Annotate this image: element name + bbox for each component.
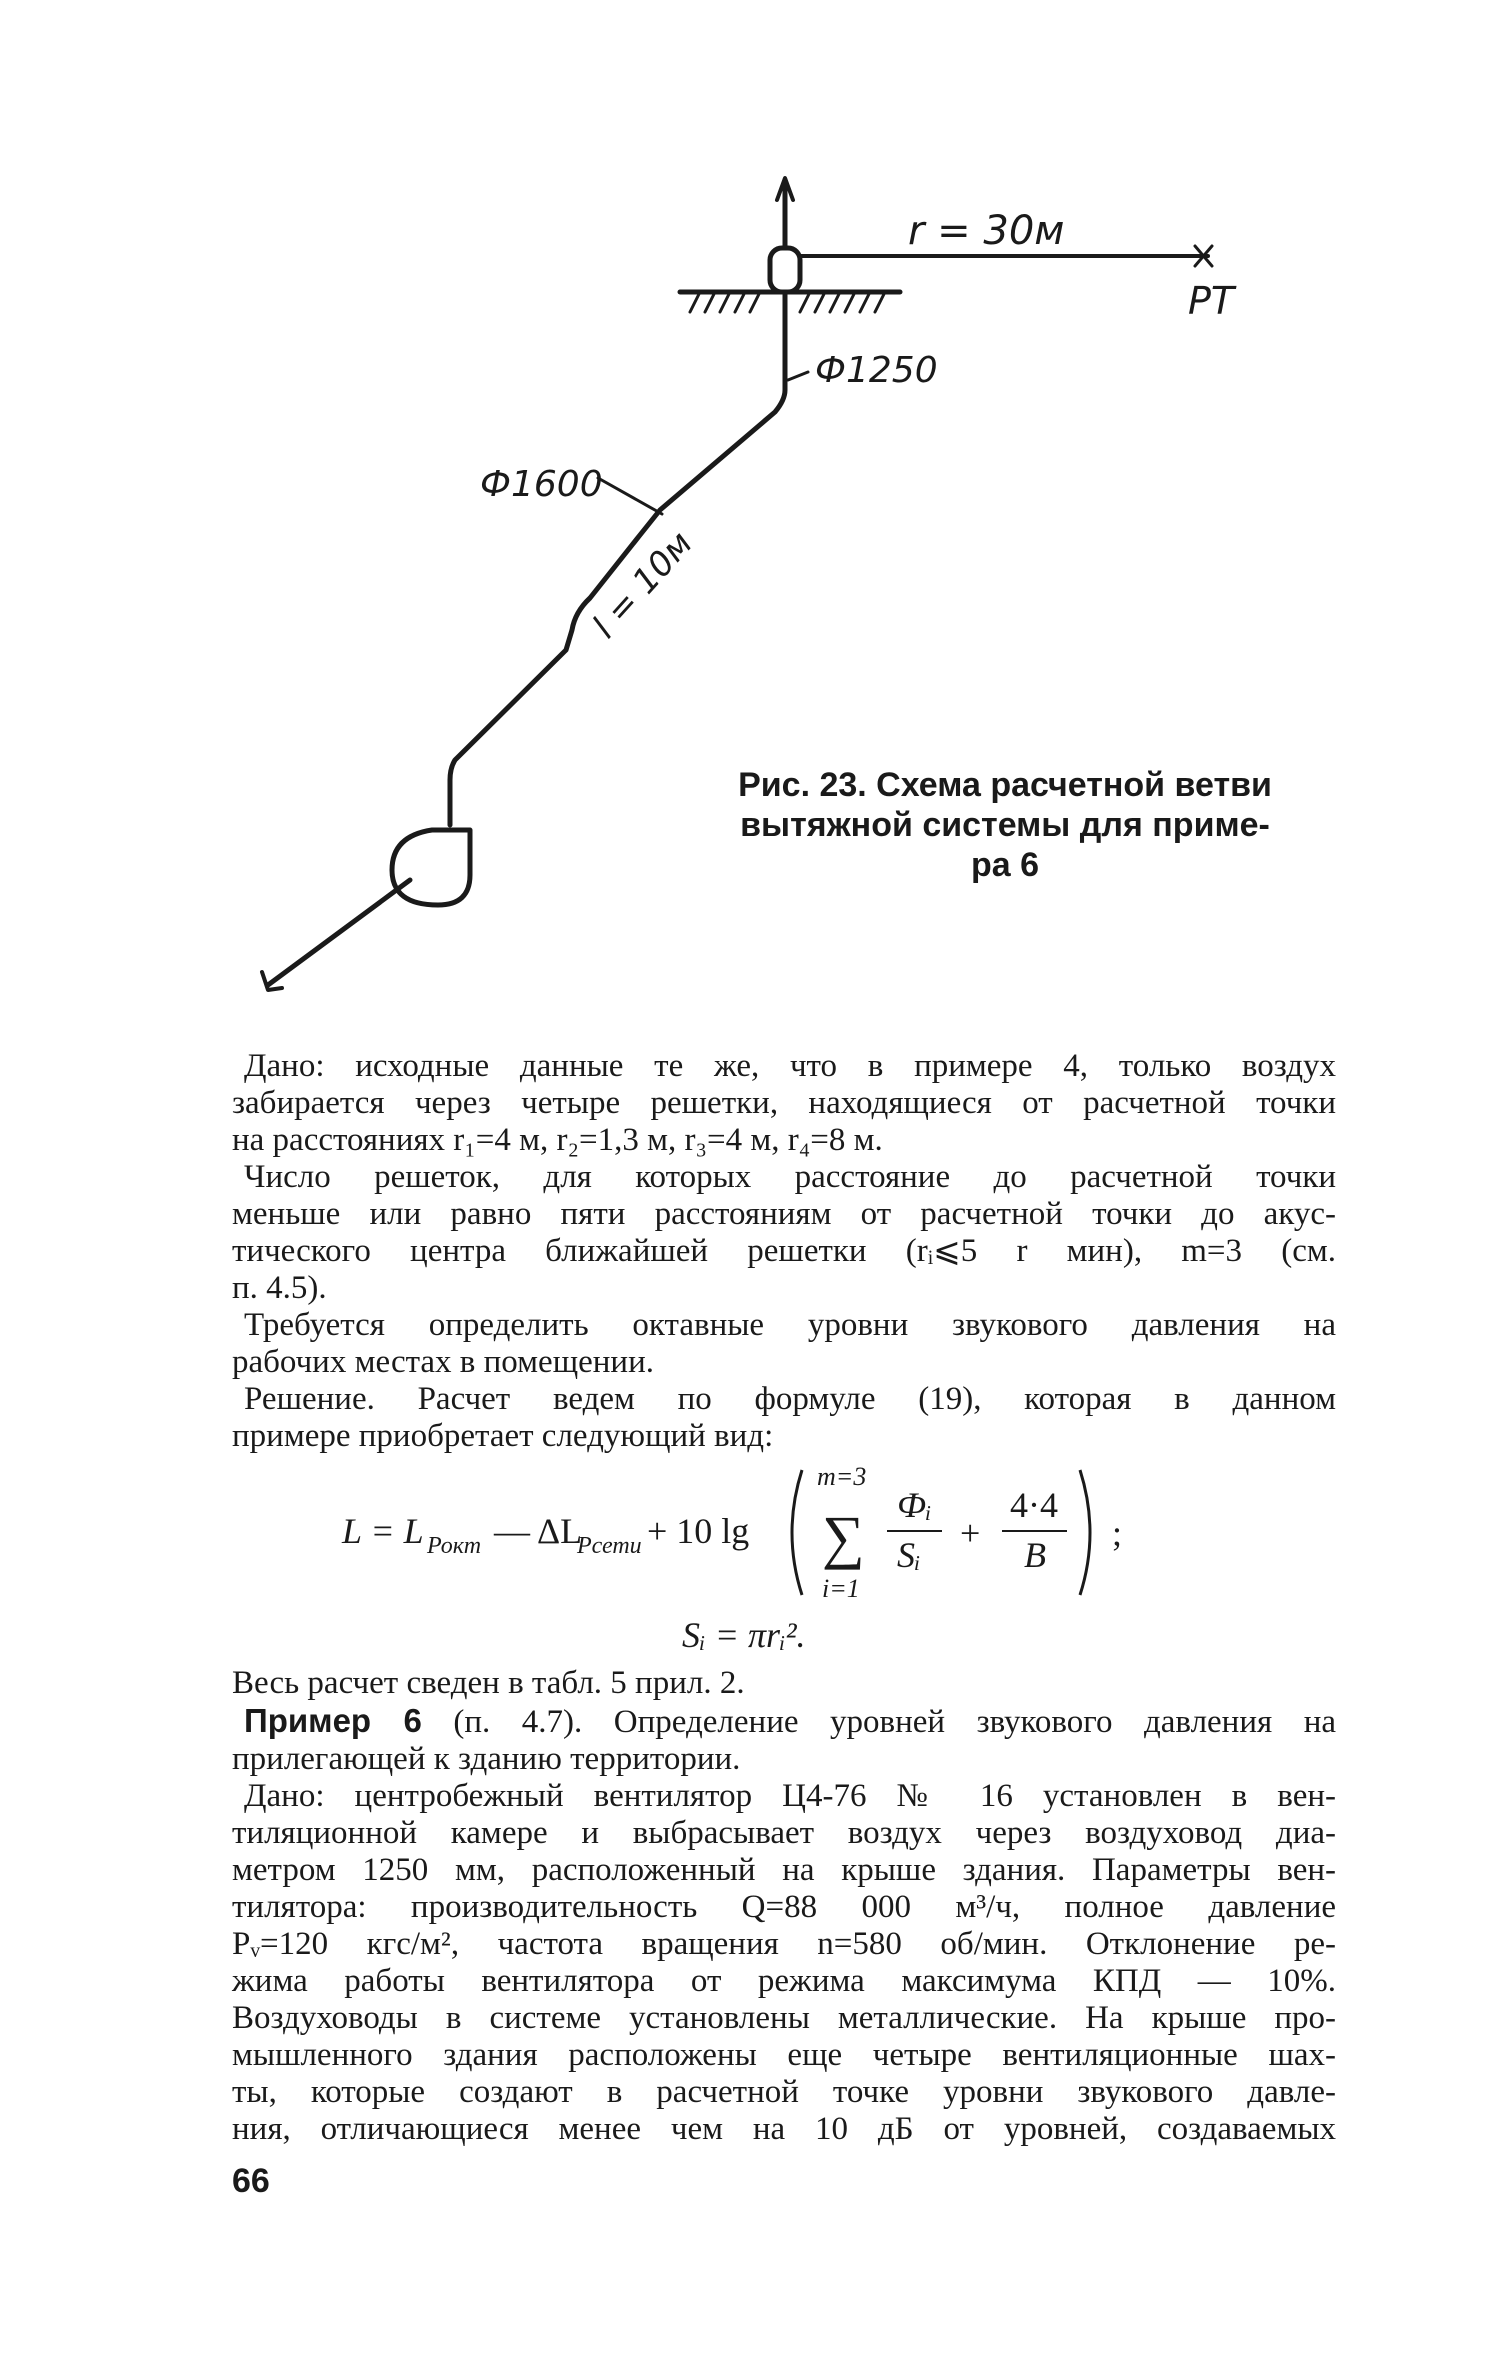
paragraph-given-2 <box>232 1778 1336 2148</box>
page-number: 66 <box>232 2162 270 2200</box>
text-line: тического центра ближайшей решетки (rᵢ⩽5 r мин), m=3 (см. <box>232 1233 1336 1269</box>
text-fragment: (п. 4.7). Определение уровней звукового давления на <box>421 1704 1336 1740</box>
radius-label: r = 30м <box>908 208 1065 254</box>
text-line: Дано: исходные данные те же, что в примере 4, только воздух <box>244 1048 1336 1084</box>
paren-right <box>1080 1470 1090 1595</box>
formula-second-svg <box>232 1605 1336 1665</box>
figure-23 <box>0 0 1499 1020</box>
paragraph-example-6 <box>232 1702 1336 1778</box>
paragraph-summary <box>232 1665 1336 1702</box>
duct-path <box>450 292 785 825</box>
text-line: примере приобретает следующий вид: <box>232 1418 774 1454</box>
text-line: ния, отличающиеся менее чем на 10 дБ от уровней, создаваемых <box>232 2111 1336 2147</box>
formula-plus: + <box>960 1513 981 1553</box>
text-line: Pᵥ=120 кгс/м², частота вращения n=580 об/мин. Отклонение ре- <box>232 1926 1336 1962</box>
text-line: Число решеток, для которых расстояние до расчетной точки <box>244 1159 1336 1195</box>
frac1-den: Sᵢ <box>897 1535 921 1575</box>
caption-line: ра 6 <box>970 846 1040 884</box>
text-line: метром 1250 мм, расположенный на крыше здания. Параметры вен- <box>232 1852 1336 1888</box>
sum-top: m=3 <box>817 1462 867 1491</box>
frac2-num: 4·4 <box>1010 1485 1058 1525</box>
formula-main <box>232 1455 1336 1605</box>
text-line: рабочих местах в помещении. <box>232 1344 654 1380</box>
caption-line: вытяжной системы для приме- <box>740 806 1270 844</box>
paragraph-solution <box>232 1381 1336 1455</box>
f1600-label: Ф1600 <box>480 464 603 505</box>
frac1-num: Фᵢ <box>897 1485 932 1525</box>
text-line <box>232 1702 1336 1741</box>
text-line: Весь расчет сведен в табл. 5 прил. 2. <box>232 1665 745 1701</box>
text-line: тилятора: производительность Q=88 000 м³/ч, полное давление <box>232 1889 1336 1925</box>
frac2-den: B <box>1024 1535 1046 1575</box>
text-line: на расстояниях r₁=4 м, r₂=1,3 м, r₃=4 м, r₄=8 м. <box>232 1122 883 1158</box>
text-line: Требуется определить октавные уровни звукового давления на <box>244 1307 1336 1343</box>
text-line: ты, которые создают в расчетной точке уровни звукового давле- <box>232 2074 1336 2110</box>
leader-f1600 <box>598 478 662 514</box>
sum-bottom: i=1 <box>822 1574 860 1603</box>
paragraph-required <box>232 1307 1336 1381</box>
example-title: Пример 6 <box>244 1702 422 1739</box>
formula-minus: — ΔL <box>494 1511 583 1551</box>
text-line: Дано: центробежный вентилятор Ц4-76 № 16 установлен в вен- <box>244 1778 1336 1814</box>
leader-f1250 <box>788 372 808 380</box>
formula-second <box>232 1605 1336 1665</box>
formula-end: ; <box>1112 1513 1123 1553</box>
text-line: жима работы вентилятора от режима максимума КПД — 10%. <box>232 1963 1336 1999</box>
text-line: Решение. Расчет ведем по формуле (19), которая в данном <box>244 1381 1336 1417</box>
length-label: l = 10м <box>584 523 701 647</box>
figure-caption <box>725 765 1285 885</box>
fan-casing <box>392 830 470 905</box>
formula-lpokt-sub: Рокт <box>427 1533 482 1559</box>
text-line: прилегающей к зданию территории. <box>232 1741 741 1777</box>
sum-sign: ∑ <box>822 1504 865 1570</box>
paragraph-grilles-count <box>232 1159 1336 1307</box>
text-line: Воздуховоды в системе установлены металлические. На крыше про- <box>232 2000 1336 2036</box>
paren-left <box>792 1470 802 1595</box>
text-line: тиляционной камере и выбрасывает воздух через воздуховод диа- <box>232 1815 1336 1851</box>
formula-lpseti-sub: Рсети <box>577 1533 642 1559</box>
formula-si: Sᵢ = πrᵢ². <box>682 1615 806 1655</box>
formula-svg <box>232 1455 1336 1605</box>
text-line: мышленного здания расположены еще четыре вентиляционные шах- <box>232 2037 1336 2073</box>
exhaust-outlet <box>770 248 800 292</box>
inlet-duct <box>268 880 410 985</box>
text-line: п. 4.5). <box>232 1270 327 1306</box>
caption-line: Рис. 23. Схема расчетной ветви <box>738 766 1272 804</box>
f1250-label: Ф1250 <box>815 350 938 391</box>
text-line: меньше или равно пяти расстояниям от расчетной точки до акус- <box>232 1196 1336 1232</box>
formula-plus-log: + 10 lg <box>647 1511 750 1551</box>
formula-lhs: L = L <box>342 1511 424 1551</box>
text-line: забирается через четыре решетки, находящиеся от расчетной точки <box>232 1085 1336 1121</box>
pt-label: PT <box>1188 279 1235 323</box>
paragraph-given-1 <box>232 1048 1336 1159</box>
body-text <box>232 1048 1336 2148</box>
